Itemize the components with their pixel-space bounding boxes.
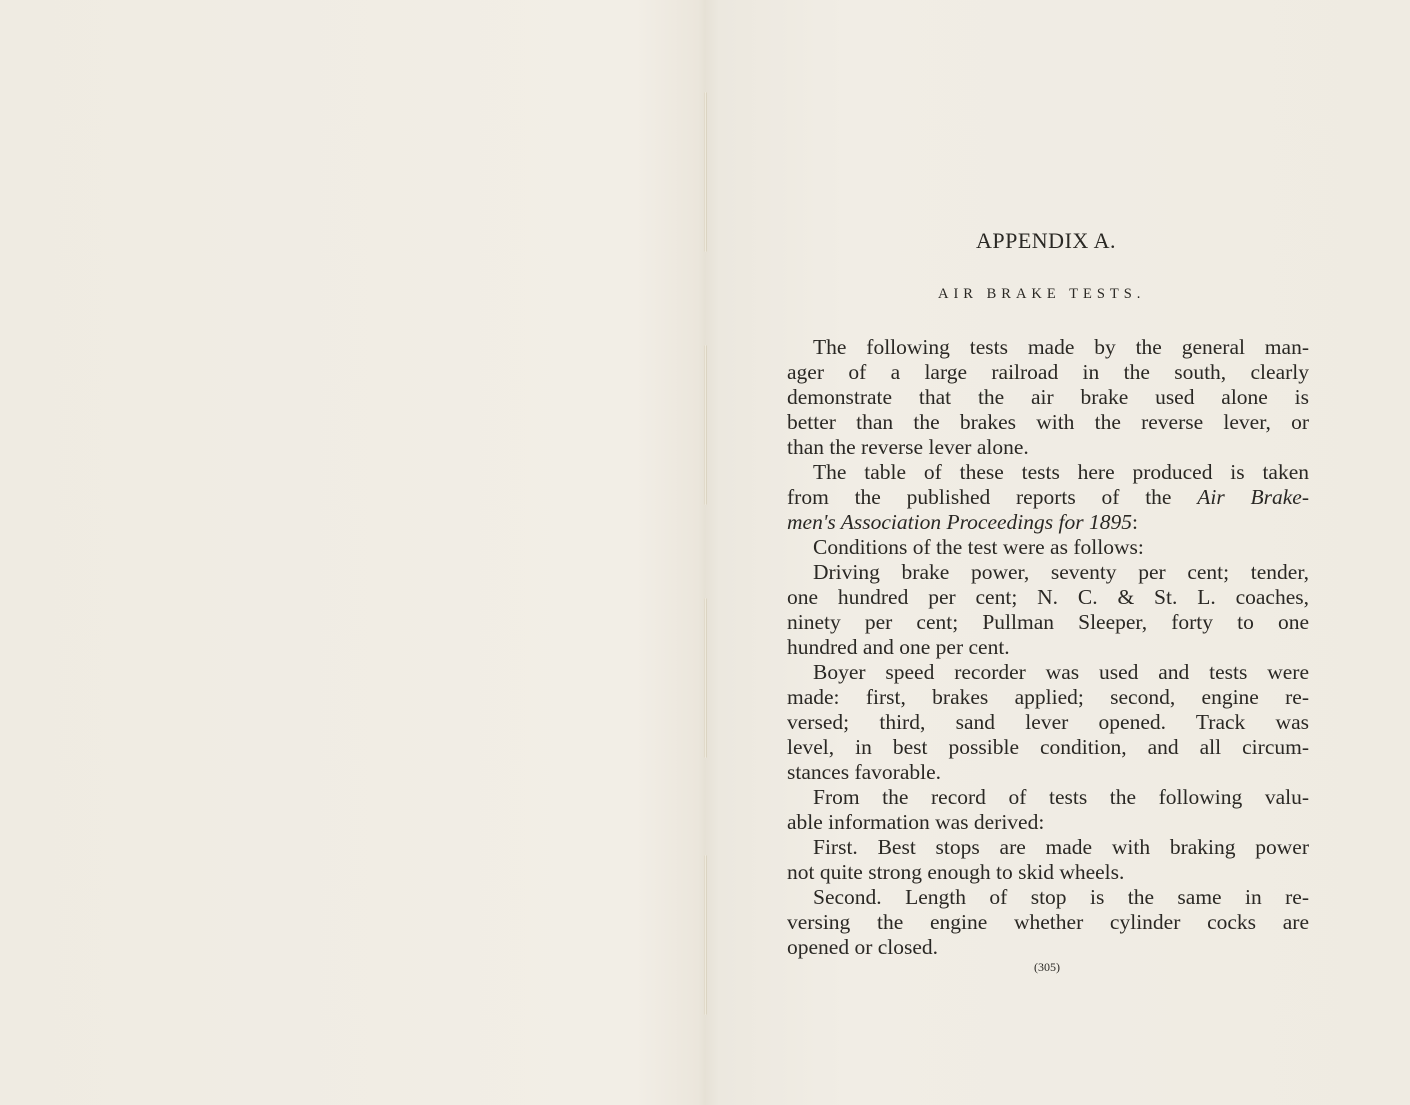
text-run: : [1132, 510, 1138, 534]
text-line: Driving brake power, seventy per cent; tender, [813, 560, 1309, 584]
text-line: demonstrate that the air brake used alone is [787, 385, 1309, 409]
text-line: not quite strong enough to skid wheels. [787, 860, 1125, 884]
text-line: versing the engine whether cylinder cocks are [787, 910, 1309, 934]
text-line: stances favorable. [787, 760, 942, 784]
section-subtitle: AIR BRAKE TESTS. [938, 286, 1146, 302]
text-line: than the reverse lever alone. [787, 435, 1029, 459]
body-text [787, 335, 1309, 960]
text-line [787, 485, 1309, 510]
text-line: versed; third, sand lever opened. Track was [787, 710, 1309, 734]
text-line: able information was derived: [787, 810, 1045, 834]
text-line [787, 510, 1309, 535]
text-line: Second. Length of stop is the same in re- [813, 885, 1309, 909]
text-line: better than the brakes with the reverse lever, or [787, 410, 1309, 434]
text-line: one hundred per cent; N. C. & St. L. coaches, [787, 585, 1309, 609]
text-line: First. Best stops are made with braking power [813, 835, 1309, 859]
text-run: from the published reports of the [787, 485, 1198, 509]
text-line: ager of a large railroad in the south, clearly [787, 360, 1309, 384]
text-line: Conditions of the test were as follows: [813, 535, 1144, 559]
text-line: made: first, brakes applied; second, engine re- [787, 685, 1309, 709]
text-line: From the record of tests the following valu- [813, 785, 1309, 809]
page-number: (305) [1034, 960, 1060, 974]
text-line: opened or closed. [787, 935, 939, 959]
text-line: Boyer speed recorder was used and tests were [813, 660, 1309, 684]
text-line: hundred and one per cent. [787, 635, 1010, 659]
text-line: ninety per cent; Pullman Sleeper, forty to one [787, 610, 1309, 634]
text-line: The table of these tests here produced is taken [813, 460, 1309, 484]
italic-citation: men's Association Proceedings for 1895 [787, 510, 1132, 534]
italic-citation: Air Brake- [1197, 485, 1310, 509]
text-line: level, in best possible condition, and all circum- [787, 735, 1309, 759]
appendix-title: APPENDIX A. [976, 228, 1116, 253]
text-line: The following tests made by the general man- [813, 335, 1309, 359]
